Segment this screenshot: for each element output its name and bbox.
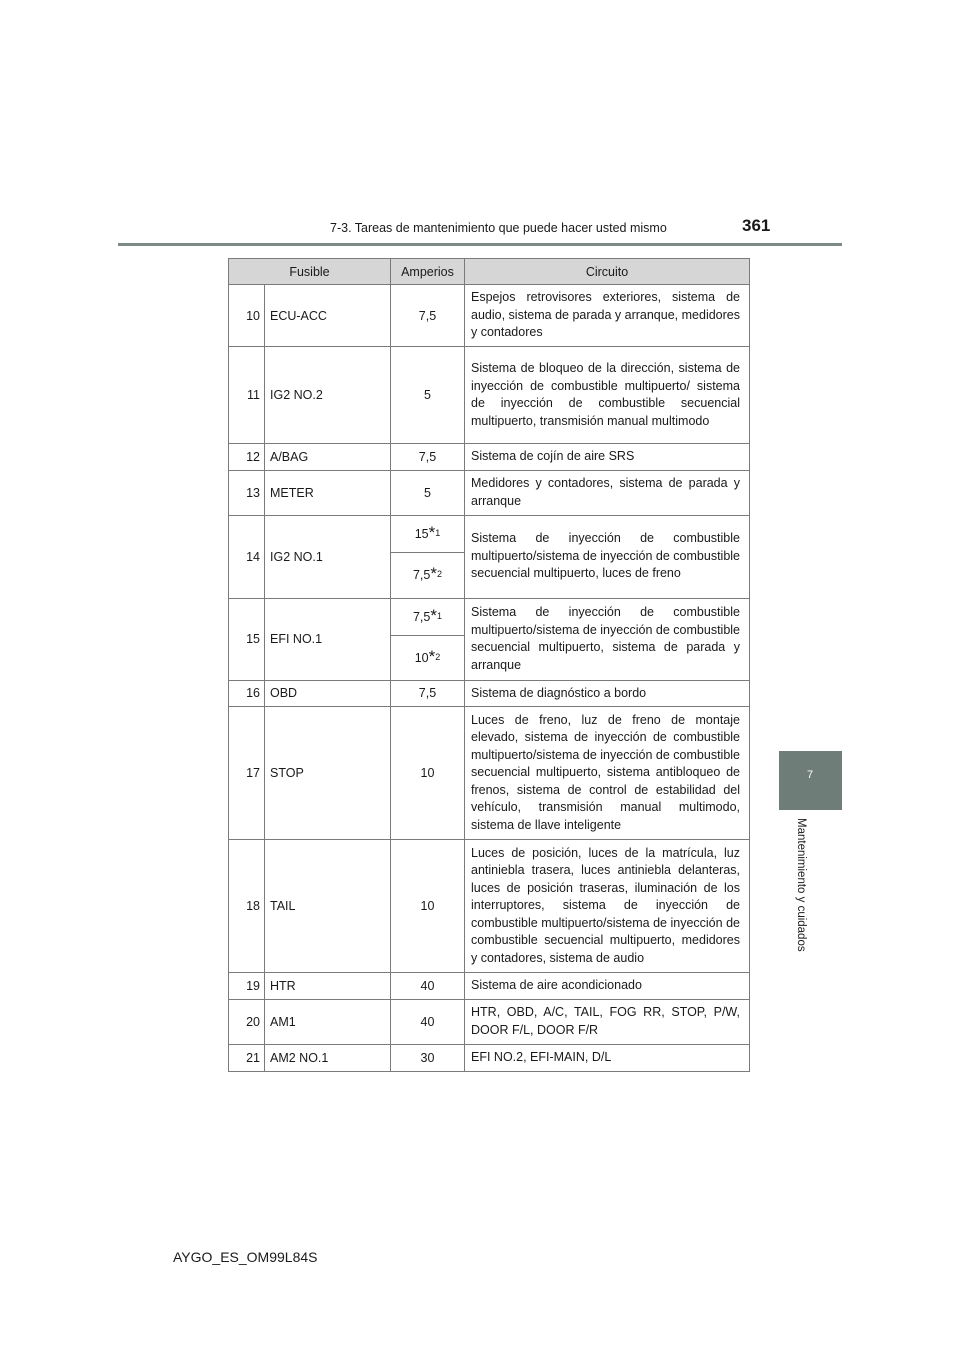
fuse-amperage [391, 552, 465, 598]
footnote-number: 2 [435, 651, 441, 662]
fuse-amperage: 40 [391, 999, 465, 1044]
fuse-number: 19 [229, 973, 265, 1000]
fuse-number: 20 [229, 999, 265, 1044]
table-row [229, 973, 750, 1000]
fuse-amperage [391, 598, 465, 635]
fuse-number: 12 [229, 444, 265, 471]
amperage-value: 15 [414, 526, 429, 541]
fuse-number: 16 [229, 680, 265, 707]
fuse-circuit: EFI NO.2, EFI-MAIN, D/L [465, 1044, 750, 1071]
fuse-amperage: 7,5 [391, 444, 465, 471]
footnote-number: 1 [437, 610, 443, 621]
header-divider [118, 243, 842, 246]
fuse-circuit: Sistema de aire acondicionado [465, 973, 750, 1000]
table-row [229, 840, 750, 973]
fuse-name: IG2 NO.1 [265, 515, 391, 598]
fuse-table [228, 258, 750, 1072]
footnote-star-icon: * [430, 605, 437, 625]
table-header-row [229, 259, 750, 285]
fuse-name: TAIL [265, 840, 391, 973]
fuse-circuit: Sistema de bloqueo de la dirección, sistema de inyección de combustible multipuerto/ sistema de inyección de combustible secuencial multipuerto, transmisión manual multimodo [465, 347, 750, 444]
fuse-amperage: 10 [391, 707, 465, 840]
table-row [229, 707, 750, 840]
fuse-amperage: 5 [391, 347, 465, 444]
table-row [229, 515, 750, 552]
chapter-tab [779, 751, 842, 810]
fuse-circuit: Sistema de diagnóstico a bordo [465, 680, 750, 707]
fuse-circuit: Sistema de inyección de combustible multipuerto/sistema de inyección de combustible secuencial multipuerto, sistema de parada y arranque [465, 598, 750, 680]
section-title: 7-3. Tareas de mantenimiento que puede hacer usted mismo [330, 221, 667, 235]
fuse-name: METER [265, 470, 391, 515]
fuse-circuit: Medidores y contadores, sistema de parada y arranque [465, 470, 750, 515]
fuse-name: IG2 NO.2 [265, 347, 391, 444]
header-circuito: Circuito [465, 259, 750, 285]
fuse-name: STOP [265, 707, 391, 840]
table-row [229, 999, 750, 1044]
footnote-star-icon: * [430, 564, 437, 583]
fuse-name: AM1 [265, 999, 391, 1044]
fuse-circuit: Luces de freno, luz de freno de montaje elevado, sistema de inyección de combustible multipuerto/sistema de inyección de combustible secuencial multipuerto, sistema antibloqueo de frenos, sistema de control de estabilidad del vehículo, transmisión manual multimodo, sistema de llave inteligente [465, 707, 750, 840]
page-number: 361 [742, 216, 771, 235]
header-amperios: Amperios [391, 259, 465, 285]
table-row [229, 470, 750, 515]
fuse-name: OBD [265, 680, 391, 707]
footnote-number: 2 [437, 569, 443, 579]
table-row [229, 598, 750, 635]
fuse-amperage: 30 [391, 1044, 465, 1071]
fuse-amperage [391, 635, 465, 680]
fuse-amperage: 7,5 [391, 285, 465, 347]
fuse-name: ECU-ACC [265, 285, 391, 347]
fuse-amperage [391, 515, 465, 552]
fuse-name: AM2 NO.1 [265, 1044, 391, 1071]
fuse-circuit: Sistema de cojín de aire SRS [465, 444, 750, 471]
table-row [229, 1044, 750, 1071]
table-row [229, 347, 750, 444]
fuse-number: 15 [229, 598, 265, 680]
table-row [229, 680, 750, 707]
fuse-circuit: HTR, OBD, A/C, TAIL, FOG RR, STOP, P/W, DOOR F/L, DOOR F/R [465, 999, 750, 1044]
fuse-circuit: Luces de posición, luces de la matrícula, luz antiniebla trasera, luces antiniebla delanteras, luces de posición traseras, iluminación de los interruptores, sistema de inyección de combustible multipuerto/sistema de inyección de combustible secuencial multipuerto, medidores y contadores, sistema de audio [465, 840, 750, 973]
table-row [229, 444, 750, 471]
fuse-name: HTR [265, 973, 391, 1000]
footnote-star-icon: * [428, 646, 436, 666]
chapter-label: Mantenimiento y cuidados [795, 818, 807, 952]
fuse-amperage: 10 [391, 840, 465, 973]
fuse-circuit: Espejos retrovisores exteriores, sistema de audio, sistema de parada y arranque, medidores y contadores [465, 285, 750, 347]
table-row [229, 285, 750, 347]
fuse-amperage: 5 [391, 470, 465, 515]
document-code: AYGO_ES_OM99L84S [173, 1249, 318, 1265]
fuse-number: 21 [229, 1044, 265, 1071]
fuse-number: 14 [229, 515, 265, 598]
amperage-value: 10 [414, 650, 429, 665]
header-fusible: Fusible [229, 259, 391, 285]
fuse-number: 17 [229, 707, 265, 840]
chapter-number: 7 [807, 769, 814, 781]
fuse-number: 10 [229, 285, 265, 347]
fuse-name: A/BAG [265, 444, 391, 471]
footnote-number: 1 [435, 527, 441, 538]
footnote-star-icon: * [428, 522, 436, 542]
fuse-number: 11 [229, 347, 265, 444]
fuse-name: EFI NO.1 [265, 598, 391, 680]
fuse-number: 13 [229, 470, 265, 515]
fuse-circuit: Sistema de inyección de combustible multipuerto/sistema de inyección de combustible secuencial multipuerto, luces de freno [465, 515, 750, 598]
fuse-amperage: 40 [391, 973, 465, 1000]
fuse-number: 18 [229, 840, 265, 973]
amperage-value: 7,5 [412, 609, 431, 624]
amperage-value: 7,5 [412, 568, 431, 582]
fuse-amperage: 7,5 [391, 680, 465, 707]
